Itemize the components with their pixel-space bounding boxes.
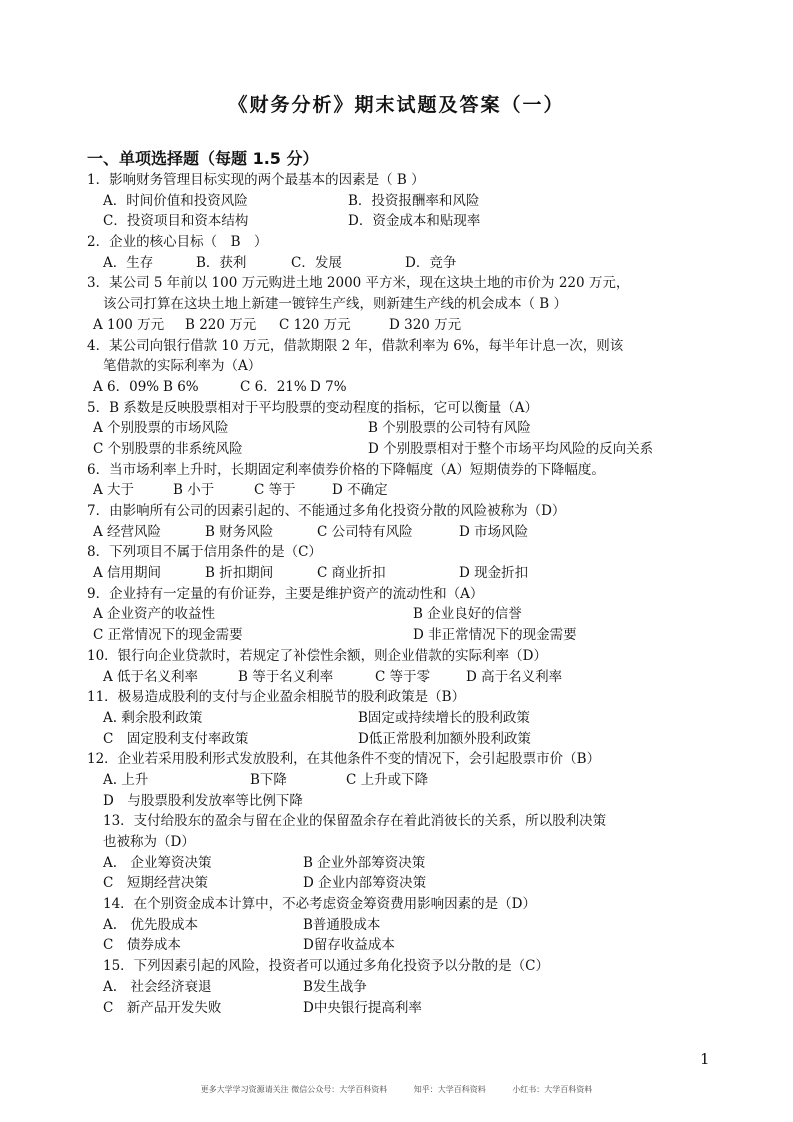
option: A 6．09% (93, 378, 160, 395)
option-row (0, 853, 793, 874)
option-row (0, 791, 793, 812)
option: A 大于 (93, 482, 135, 499)
question-stem (0, 336, 793, 357)
option: A. 优先股成本 (103, 916, 199, 933)
option: B 6% (163, 378, 199, 395)
option: B 小于 (173, 482, 215, 499)
option-row (0, 211, 793, 232)
option-row (0, 377, 793, 398)
option: B普通股成本 (303, 916, 381, 933)
question-stem (0, 356, 793, 377)
question-stem (0, 584, 793, 605)
stem-text: 11．极易造成股利的支付与企业盈余相脱节的股利政策是（B） (87, 689, 466, 706)
stem-text: 10．银行向企业贷款时，若规定了补偿性余额，则企业借款的实际利率（D） (87, 647, 548, 664)
option: C 等于 (254, 482, 296, 499)
option: C 商业折扣 (317, 565, 386, 582)
question-stem (0, 646, 793, 667)
option: D留存收益成本 (303, 937, 395, 954)
option: A. 社会经济衰退 (103, 978, 212, 995)
stem-text: 1．影响财务管理目标实现的两个最基本的因素是（ B ） (87, 172, 425, 188)
option: A 企业资产的收益性 (93, 606, 216, 623)
stem-text: 3．某公司 5 年前以 100 万元购进土地 2000 平方米，现在这块土地的市价为 220 万元， (87, 275, 630, 292)
option-row (0, 915, 793, 936)
question-list (0, 170, 793, 1018)
option: B 个别股票的公司特有风险 (368, 420, 531, 437)
footer-xiaohongshu: 小红书：大学百科资料 (512, 1085, 593, 1094)
option: D 不确定 (332, 482, 388, 499)
option: B 折扣期间 (205, 565, 274, 582)
option-row (0, 604, 793, 625)
stem-text: 笔借款的实际利率为（A） (103, 358, 262, 375)
option: D 高于名义利率 (466, 668, 563, 685)
question-stem (0, 170, 793, 191)
option: D低正常股利加额外股利政策 (358, 730, 531, 747)
stem-text: 2．企业的核心目标（ B ） (87, 234, 268, 251)
question-stem (0, 542, 793, 563)
option: B．获利 (196, 254, 247, 271)
stem-text: 也被称为（D） (103, 834, 195, 850)
option: C 6．21% (240, 378, 307, 395)
option-row (0, 439, 793, 460)
question-stem (0, 894, 793, 915)
option-row (0, 315, 793, 336)
option: D 7% (310, 378, 347, 395)
option: A．时间价值和投资风险 (103, 192, 248, 209)
footer-zhihu: 知乎：大学百科资料 (413, 1085, 486, 1094)
option-row (0, 253, 793, 274)
option-row (0, 998, 793, 1019)
stem-text: 13．支付给股东的盈余与留在企业的保留盈余存在着此消彼长的关系，所以股利决策 (103, 813, 607, 830)
stem-text: 9．企业持有一定量的有价证券，主要是维护资产的流动性和（A） (87, 585, 484, 602)
option: D 市场风险 (459, 523, 529, 540)
footer (0, 1084, 793, 1095)
option: B发生战争 (303, 978, 367, 995)
option: D 非正常情况下的现金需要 (413, 627, 577, 644)
question-stem (0, 398, 793, 419)
stem-text: 7．由影响所有公司的因素引起的、不能通过多角化投资分散的风险被称为（D） (87, 503, 566, 519)
option: A 100 万元 (93, 316, 165, 333)
option: C．发展 (291, 254, 342, 271)
option: D 与股票股利发放率等比例下降 (103, 792, 303, 809)
stem-text: 12．企业若采用股利形式发放股利，在其他条件不变的情况下，会引起股票市价（B） (87, 751, 601, 768)
option: C．投资项目和资本结构 (103, 213, 249, 230)
option: A 低于名义利率 (103, 668, 199, 685)
option: A. 剩余股利政策 (103, 709, 203, 726)
option: D．资金成本和贴现率 (348, 213, 481, 230)
option: A 个别股票的市场风险 (93, 420, 229, 437)
option: D 320 万元 (389, 316, 462, 333)
stem-text: 6．当市场利率上升时，长期固定利率债券价格的下降幅度（A）短期债券的下降幅度。 (87, 461, 605, 478)
option-row (0, 708, 793, 729)
option: B下降 (250, 771, 287, 788)
option: B固定或持续增长的股利政策 (358, 709, 530, 726)
stem-text: 该公司打算在这块土地上新建一镀锌生产线，则新建生产线的机会成本（ B ） (103, 296, 568, 313)
option-row (0, 873, 793, 894)
stem-text: 8．下列项目不属于信用条件的是（C） (87, 544, 322, 561)
option: D 企业内部筹资决策 (303, 875, 427, 892)
stem-text: 14．在个别资金成本计算中，不必考虑资金筹资费用影响因素的是（D） (103, 896, 537, 913)
option: C 120 万元 (279, 316, 351, 333)
stem-text: 15．下列因素引起的风险，投资者可以通过多角化投资予以分散的是（C） (103, 958, 550, 975)
option-row (0, 191, 793, 212)
option: D．竞争 (405, 254, 457, 271)
option: C 新产品开发失败 (103, 999, 222, 1016)
option-row (0, 522, 793, 543)
section-heading: 一、单项选择题（每题 1.5 分） (87, 149, 319, 168)
question-stem (0, 749, 793, 770)
option: A 经营风险 (93, 523, 162, 540)
document-title: 《财务分析》期末试题及答案（一） (228, 94, 565, 116)
option: A. 企业筹资决策 (103, 854, 212, 871)
option: C 上升或下降 (346, 771, 429, 788)
option: C 正常情况下的现金需要 (93, 627, 243, 644)
option: D 现金折扣 (459, 565, 529, 582)
option-row (0, 977, 793, 998)
option: B 企业外部筹资决策 (303, 854, 426, 871)
option: D中央银行提高利率 (303, 999, 422, 1016)
stem-text: 5．Β 系数是反映股票相对于平均股票的变动程度的指标，它可以衡量（A） (87, 399, 539, 416)
option: B 财务风险 (205, 523, 274, 540)
option: D 个别股票相对于整个市场平均风险的反向关系 (368, 440, 654, 457)
question-stem (0, 232, 793, 253)
option-row (0, 418, 793, 439)
question-stem (0, 832, 793, 853)
footer-wechat: 更多大学学习资源请关注 微信公众号：大学百科资料 (200, 1085, 388, 1094)
option-row (0, 729, 793, 750)
option: C 个别股票的非系统风险 (93, 440, 243, 457)
option-row (0, 770, 793, 791)
option: A. 上升 (103, 771, 149, 788)
option: B 企业良好的信誉 (413, 606, 522, 623)
question-stem (0, 687, 793, 708)
option: C 等于零 (375, 668, 431, 685)
option: A 信用期间 (93, 565, 162, 582)
question-stem (0, 501, 793, 522)
question-stem (0, 294, 793, 315)
question-stem (0, 460, 793, 481)
question-stem (0, 956, 793, 977)
option-row (0, 480, 793, 501)
option: B．投资报酬率和风险 (348, 192, 480, 209)
page-number: 1 (700, 1050, 710, 1068)
option-row (0, 625, 793, 646)
option: C 固定股利支付率政策 (103, 730, 249, 747)
option: C 公司特有风险 (317, 523, 413, 540)
option: B 220 万元 (185, 316, 257, 333)
option: C 短期经营决策 (103, 875, 208, 892)
option: C 债券成本 (103, 937, 181, 954)
option-row (0, 935, 793, 956)
question-stem (0, 273, 793, 294)
question-stem (0, 811, 793, 832)
option-row (0, 667, 793, 688)
option: A．生存 (103, 254, 154, 271)
stem-text: 4．某公司向银行借款 10 万元，借款期限 2 年，借款利率为 6%，每半年计息一次，则该 (87, 337, 624, 354)
option-row (0, 563, 793, 584)
option: B 等于名义利率 (238, 668, 334, 685)
